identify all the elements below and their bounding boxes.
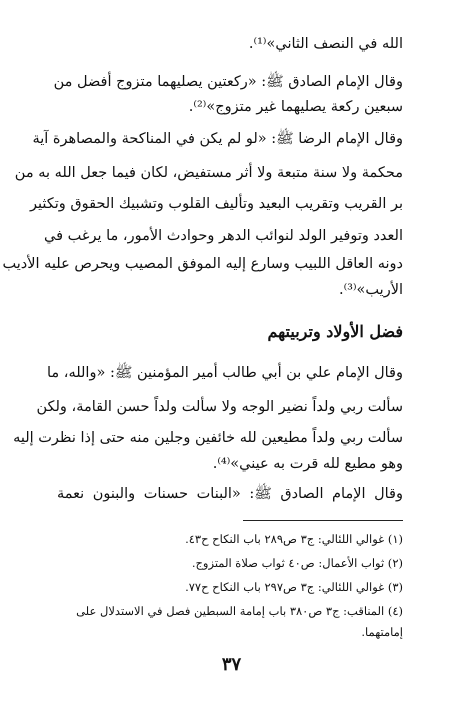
footnote-2: (٢) ثواب الأعمال: ص٤٠ ثواب صلاة المتزوج. (191, 556, 403, 570)
body-line-4: وقال الإمام الرضا ﷺ: «لو لم يكن في المناكحة والمصاهرة آية (32, 131, 403, 147)
body-line-10: وقال الإمام علي بن أبي طالب أمير المؤمنين ﷺ: «والله، ما (46, 365, 403, 381)
body-line-14: وقال الإمام الصادق ﷺ: «البنات حسنات والبنون نعمة (57, 486, 403, 502)
body-line-8: دونه العاقل اللبيب وسارع إليه الموفق المصيب ويحرص عليه الأديب (2, 256, 403, 272)
footnote-4-continued: إمامتهما. (361, 625, 403, 639)
body-line-13: وهو مطيع لله قرت به عيني»⁽⁴⁾. (212, 456, 403, 472)
body-line-11: سألت ربي ولداً نضير الوجه ولا سألت ولداً حسن القامة، ولكن (36, 399, 403, 415)
body-line-9: الأريب»⁽³⁾. (338, 282, 403, 298)
section-heading: فضل الأولاد وتربيتهم (267, 322, 403, 341)
body-line-5: محكمة ولا سنة متبعة ولا أثر مستفيض، لكان فيما جعل الله به من (14, 165, 403, 181)
body-line-7: العدد وتوفير الولد لنوائب الدهر وحوادث الأمور، ما يرغب في (44, 228, 403, 244)
footnote-1: (١) غوالي اللئالي: ج٣ ص٢٨٩ باب النكاح ح٤٣. (185, 532, 403, 546)
body-line-6: بر القريب وتقريب البعيد وتأليف القلوب وتشبيك الحقوق وتكثير (29, 196, 403, 212)
body-line-12: سألت ربي ولداً مطيعين لله خائفين وجلين منه حتى إذا نظرت إليه (13, 430, 403, 446)
body-line-1: الله في النصف الثاني»⁽¹⁾. (248, 36, 403, 52)
footnote-4: (٤) المناقب: ج٣ ص٣٨٠ باب إمامة السبطين فصل في الاستدلال على (76, 604, 403, 618)
body-line-3: سبعين ركعة يصليهما غير متزوج»⁽²⁾. (188, 99, 403, 115)
footnote-divider (243, 520, 403, 521)
body-line-2: وقال الإمام الصادق ﷺ: «ركعتين يصليهما متزوج أفضل من (53, 74, 403, 90)
page-number: ٣٧ (221, 654, 242, 675)
footnote-3: (٣) غوالي اللئالي: ج٣ ص٢٩٧ باب النكاح ح٧٧. (185, 580, 403, 594)
